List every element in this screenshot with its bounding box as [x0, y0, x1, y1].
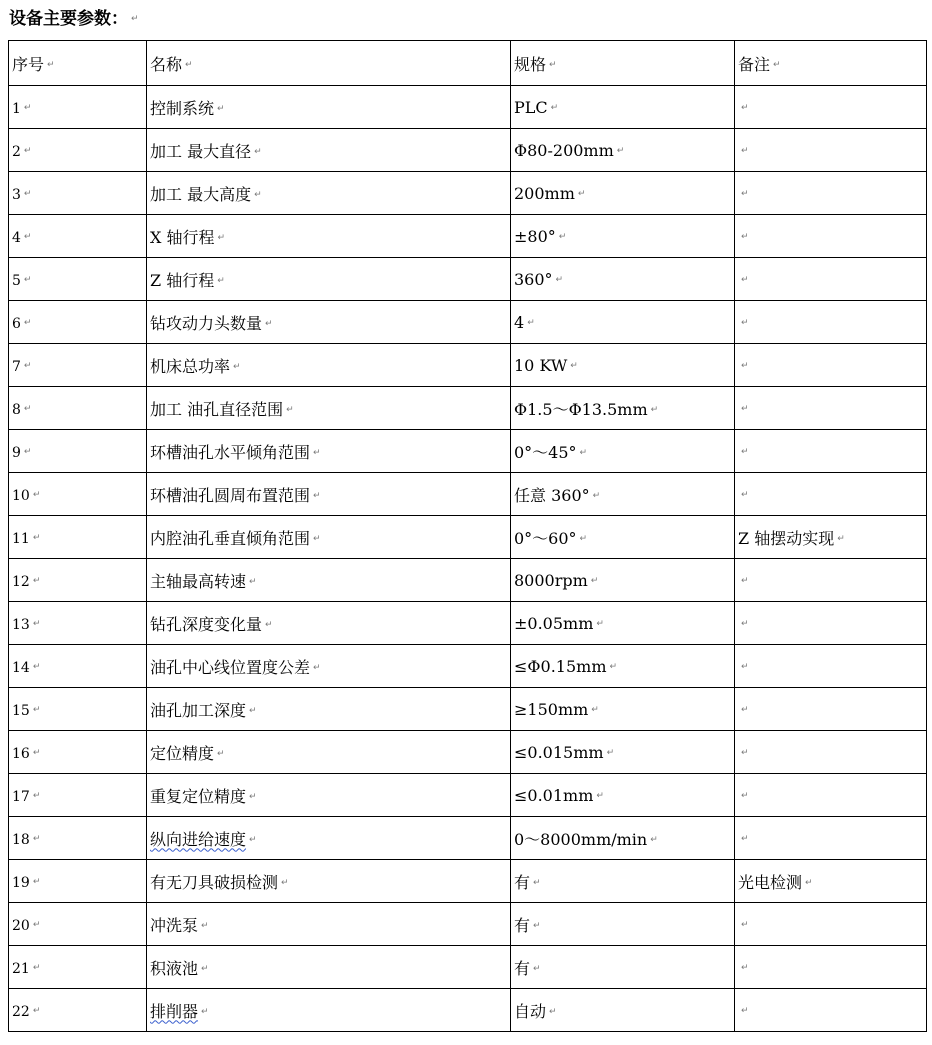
cell-no — [9, 301, 147, 344]
cell-mark-icon: ↵ — [741, 361, 749, 371]
cell-name — [147, 473, 511, 516]
table-body — [9, 86, 927, 1032]
cell-mark-icon: ↵ — [805, 878, 813, 888]
cell-no — [9, 731, 147, 774]
table-row — [9, 301, 927, 344]
cell-mark-icon: ↵ — [265, 620, 273, 630]
cell-name-text: 油孔中心线位置度公差 — [150, 657, 311, 677]
cell-spec — [511, 903, 735, 946]
cell-mark-icon: ↵ — [596, 619, 604, 629]
cell-note — [735, 301, 927, 344]
cell-no-text: 20 — [12, 917, 30, 934]
cell-name — [147, 602, 511, 645]
table-row — [9, 688, 927, 731]
cell-mark-icon: ↵ — [609, 662, 618, 672]
cell-mark-icon: ↵ — [32, 490, 41, 500]
cell-mark-icon: ↵ — [550, 103, 559, 113]
cell-mark-icon: ↵ — [577, 189, 586, 199]
cell-note-text: 光电检测 — [738, 872, 803, 892]
cell-note — [735, 430, 927, 473]
cell-mark-icon: ↵ — [32, 619, 41, 629]
cell-note — [735, 989, 927, 1032]
cell-spec-text: 8000rpm — [514, 570, 588, 590]
cell-no-text: 11 — [12, 530, 30, 547]
cell-spec — [511, 172, 735, 215]
cell-name-text: 内腔油孔垂直倾角范围 — [150, 528, 311, 548]
cell-name-text: 排削器 — [150, 1001, 199, 1021]
cell-name-text: 纵向进给速度 — [150, 829, 247, 849]
cell-spec — [511, 86, 735, 129]
cell-spec-text: 10 KW — [514, 355, 568, 375]
cell-mark-icon: ↵ — [32, 920, 41, 930]
cell-mark-icon: ↵ — [201, 964, 209, 974]
cell-spec — [511, 215, 735, 258]
cell-mark-icon: ↵ — [32, 748, 41, 758]
cell-no — [9, 344, 147, 387]
cell-name-text: 主轴最高转速 — [150, 571, 247, 591]
cell-mark-icon: ↵ — [23, 318, 32, 328]
cell-spec — [511, 129, 735, 172]
cell-mark-icon: ↵ — [741, 146, 749, 156]
cell-note — [735, 946, 927, 989]
cell-mark-icon: ↵ — [265, 319, 273, 329]
cell-name-text: 环槽油孔水平倾角范围 — [150, 442, 311, 462]
cell-mark-icon: ↵ — [286, 405, 294, 415]
cell-name-text: 有无刀具破损检测 — [150, 872, 279, 892]
cell-spec-text: Φ80-200mm — [514, 140, 614, 160]
cell-no-text: 22 — [12, 1003, 30, 1020]
cell-no — [9, 172, 147, 215]
cell-no-text: 21 — [12, 960, 30, 977]
cell-no-text: 18 — [12, 831, 30, 848]
cell-spec-text: 0°～60° — [514, 528, 577, 548]
cell-spec-text: 360° — [514, 269, 553, 289]
cell-name — [147, 731, 511, 774]
cell-mark-icon: ↵ — [249, 835, 257, 845]
cell-spec-text: 4 — [514, 312, 525, 332]
cell-note — [735, 215, 927, 258]
cell-no — [9, 473, 147, 516]
cell-mark-icon: ↵ — [217, 276, 225, 286]
cell-name — [147, 430, 511, 473]
cell-mark-icon: ↵ — [23, 189, 32, 199]
table-row — [9, 989, 927, 1032]
cell-spec — [511, 860, 735, 903]
cell-mark-icon: ↵ — [579, 534, 588, 544]
cell-name-text: 定位精度 — [150, 743, 215, 763]
cell-mark-icon: ↵ — [281, 878, 289, 888]
cell-spec-text: 0°～45° — [514, 442, 577, 462]
cell-name-text: 钻攻动力头数量 — [150, 313, 263, 333]
cell-no-text: 9 — [12, 444, 21, 461]
cell-no — [9, 817, 147, 860]
cell-mark-icon: ↵ — [185, 60, 193, 70]
cell-mark-icon: ↵ — [741, 834, 749, 844]
cell-mark-icon: ↵ — [558, 232, 567, 242]
cell-no — [9, 215, 147, 258]
cell-note — [735, 817, 927, 860]
cell-mark-icon: ↵ — [533, 921, 541, 931]
cell-mark-icon: ↵ — [741, 189, 749, 199]
cell-no — [9, 860, 147, 903]
cell-mark-icon: ↵ — [201, 1007, 209, 1017]
table-row — [9, 774, 927, 817]
cell-note — [735, 860, 927, 903]
cell-no — [9, 946, 147, 989]
cell-name — [147, 86, 511, 129]
cell-mark-icon: ↵ — [32, 877, 41, 887]
table-row — [9, 731, 927, 774]
cell-name-text: 油孔加工深度 — [150, 700, 247, 720]
cell-spec — [511, 559, 735, 602]
cell-name — [147, 215, 511, 258]
cell-no-text: 10 — [12, 487, 30, 504]
cell-mark-icon: ↵ — [249, 706, 257, 716]
cell-spec — [511, 301, 735, 344]
cell-mark-icon: ↵ — [741, 447, 749, 457]
cell-mark-icon: ↵ — [32, 576, 41, 586]
cell-note — [735, 602, 927, 645]
cell-mark-icon: ↵ — [32, 834, 41, 844]
table-row — [9, 172, 927, 215]
cell-no-text: 3 — [12, 186, 21, 203]
cell-name-text: 重复定位精度 — [150, 786, 247, 806]
header-note — [735, 41, 927, 86]
cell-mark-icon: ↵ — [313, 448, 321, 458]
table-header-row — [9, 41, 927, 86]
cell-note — [735, 731, 927, 774]
cell-mark-icon: ↵ — [741, 619, 749, 629]
cell-name — [147, 559, 511, 602]
cell-mark-icon: ↵ — [741, 662, 749, 672]
cell-no — [9, 688, 147, 731]
cell-spec-text: ±80° — [514, 226, 556, 246]
cell-mark-icon: ↵ — [249, 792, 257, 802]
cell-mark-icon: ↵ — [549, 60, 557, 70]
cell-no-text: 1 — [12, 100, 21, 117]
header-spec — [511, 41, 735, 86]
cell-mark-icon: ↵ — [549, 1007, 557, 1017]
cell-note — [735, 473, 927, 516]
cell-mark-icon: ↵ — [741, 748, 749, 758]
header-name — [147, 41, 511, 86]
cell-mark-icon: ↵ — [23, 404, 32, 414]
table-row — [9, 946, 927, 989]
cell-no — [9, 559, 147, 602]
cell-no-text: 16 — [12, 745, 30, 762]
header-no-text: 序号 — [12, 54, 45, 74]
cell-mark-icon: ↵ — [741, 1006, 749, 1016]
cell-mark-icon: ↵ — [23, 103, 32, 113]
header-name-text: 名称 — [150, 54, 183, 74]
cell-mark-icon: ↵ — [591, 705, 599, 715]
cell-no — [9, 903, 147, 946]
table-row — [9, 129, 927, 172]
cell-mark-icon: ↵ — [741, 404, 749, 414]
cell-spec-text: ≥150mm — [514, 699, 589, 719]
cell-mark-icon: ↵ — [606, 748, 615, 758]
table-row — [9, 86, 927, 129]
cell-spec — [511, 387, 735, 430]
cell-name — [147, 258, 511, 301]
cell-name-text: 控制系统 — [150, 98, 215, 118]
cell-mark-icon: ↵ — [533, 878, 541, 888]
cell-spec-text: ≤0.015mm — [514, 742, 604, 762]
cell-spec — [511, 989, 735, 1032]
cell-spec — [511, 258, 735, 301]
cell-mark-icon: ↵ — [741, 318, 749, 328]
cell-name-text: Z 轴行程 — [150, 270, 215, 290]
cell-mark-icon: ↵ — [837, 534, 845, 544]
table-row — [9, 387, 927, 430]
cell-mark-icon: ↵ — [650, 405, 659, 415]
cell-no — [9, 387, 147, 430]
table-row — [9, 516, 927, 559]
cell-spec-text: 自动 — [514, 1001, 547, 1021]
cell-note — [735, 86, 927, 129]
table-row — [9, 430, 927, 473]
cell-mark-icon: ↵ — [23, 275, 32, 285]
cell-spec-text: 有 — [514, 915, 531, 935]
cell-spec — [511, 602, 735, 645]
cell-mark-icon: ↵ — [741, 103, 749, 113]
cell-name — [147, 645, 511, 688]
cell-mark-icon: ↵ — [32, 533, 41, 543]
cell-mark-icon: ↵ — [741, 576, 749, 586]
cell-note — [735, 774, 927, 817]
cell-mark-icon: ↵ — [32, 791, 41, 801]
cell-name-text: 加工 油孔直径范围 — [150, 399, 284, 419]
cell-mark-icon: ↵ — [590, 576, 599, 586]
cell-spec-text: 0～8000mm/min — [514, 829, 648, 849]
cell-mark-icon: ↵ — [741, 963, 749, 973]
cell-no-text: 17 — [12, 788, 30, 805]
cell-note — [735, 688, 927, 731]
cell-spec-text: ±0.05mm — [514, 613, 594, 633]
cell-no-text: 6 — [12, 315, 21, 332]
cell-no-text: 2 — [12, 143, 21, 160]
parameter-table — [8, 40, 927, 1032]
cell-spec — [511, 774, 735, 817]
cell-mark-icon: ↵ — [254, 147, 262, 157]
header-spec-text: 规格 — [514, 54, 547, 74]
header-no — [9, 41, 147, 86]
table-row — [9, 559, 927, 602]
cell-spec-text: 有 — [514, 958, 531, 978]
cell-name — [147, 688, 511, 731]
cell-note — [735, 258, 927, 301]
table-row — [9, 344, 927, 387]
cell-note — [735, 344, 927, 387]
cell-name-text: 加工 最大直径 — [150, 141, 252, 161]
cell-spec — [511, 430, 735, 473]
table-row — [9, 645, 927, 688]
cell-no — [9, 602, 147, 645]
cell-mark-icon: ↵ — [254, 190, 262, 200]
cell-no — [9, 86, 147, 129]
cell-no-text: 13 — [12, 616, 30, 633]
cell-mark-icon: ↵ — [23, 146, 32, 156]
cell-mark-icon: ↵ — [741, 920, 749, 930]
cell-mark-icon: ↵ — [596, 791, 604, 801]
header-note-text: 备注 — [738, 54, 771, 74]
cell-note — [735, 129, 927, 172]
cell-spec — [511, 688, 735, 731]
table-row — [9, 473, 927, 516]
cell-no — [9, 774, 147, 817]
cell-spec — [511, 344, 735, 387]
cell-no-text: 7 — [12, 358, 21, 375]
cell-mark-icon: ↵ — [23, 232, 32, 242]
table-row — [9, 602, 927, 645]
cell-name-text: 钻孔深度变化量 — [150, 614, 263, 634]
cell-note — [735, 903, 927, 946]
cell-mark-icon: ↵ — [32, 1006, 41, 1016]
table-row — [9, 903, 927, 946]
cell-mark-icon: ↵ — [32, 705, 41, 715]
cell-note — [735, 387, 927, 430]
cell-name — [147, 172, 511, 215]
cell-no-text: 8 — [12, 401, 21, 418]
cell-no-text: 15 — [12, 702, 30, 719]
cell-mark-icon: ↵ — [32, 963, 41, 973]
cell-no — [9, 645, 147, 688]
cell-name — [147, 817, 511, 860]
cell-spec — [511, 731, 735, 774]
cell-spec — [511, 645, 735, 688]
cell-spec-text: 200mm — [514, 183, 575, 203]
cell-note — [735, 559, 927, 602]
table-row — [9, 860, 927, 903]
cell-spec — [511, 473, 735, 516]
cell-name-text: 加工 最大高度 — [150, 184, 252, 204]
cell-name — [147, 903, 511, 946]
cell-name-text: 积液池 — [150, 958, 199, 978]
cell-mark-icon: ↵ — [527, 318, 535, 328]
cell-mark-icon: ↵ — [217, 749, 225, 759]
cell-name — [147, 301, 511, 344]
cell-no — [9, 516, 147, 559]
cell-spec-text: 有 — [514, 872, 531, 892]
cell-mark-icon: ↵ — [217, 104, 225, 114]
paragraph-mark-icon: ↵ — [131, 14, 139, 24]
cell-no-text: 19 — [12, 874, 30, 891]
cell-mark-icon: ↵ — [217, 233, 226, 243]
cell-name-text: 机床总功率 — [150, 356, 231, 376]
cell-note — [735, 516, 927, 559]
heading-text: 设备主要参数： — [9, 9, 128, 29]
cell-note — [735, 645, 927, 688]
cell-mark-icon: ↵ — [741, 275, 749, 285]
cell-spec — [511, 516, 735, 559]
cell-mark-icon: ↵ — [233, 362, 241, 372]
cell-spec — [511, 817, 735, 860]
cell-mark-icon: ↵ — [201, 921, 209, 931]
cell-no-text: 4 — [12, 229, 21, 246]
cell-mark-icon: ↵ — [592, 491, 601, 501]
cell-mark-icon: ↵ — [741, 705, 749, 715]
cell-no — [9, 989, 147, 1032]
cell-mark-icon: ↵ — [32, 662, 41, 672]
cell-mark-icon: ↵ — [249, 577, 257, 587]
cell-mark-icon: ↵ — [313, 663, 321, 673]
cell-mark-icon: ↵ — [741, 791, 749, 801]
cell-name — [147, 860, 511, 903]
document-heading — [9, 6, 139, 32]
cell-note-text: Z 轴摆动实现 — [738, 528, 835, 548]
cell-mark-icon: ↵ — [555, 275, 564, 285]
cell-name — [147, 129, 511, 172]
cell-spec-text: ≤Φ0.15mm — [514, 656, 607, 676]
cell-name-text: 冲洗泵 — [150, 915, 199, 935]
cell-name — [147, 516, 511, 559]
cell-no-text: 14 — [12, 659, 30, 676]
cell-name-text: 环槽油孔圆周布置范围 — [150, 485, 311, 505]
cell-no-text: 12 — [12, 573, 30, 590]
cell-spec-text: 任意 360° — [514, 485, 590, 505]
cell-mark-icon: ↵ — [650, 835, 658, 845]
cell-no-text: 5 — [12, 272, 21, 289]
cell-no — [9, 258, 147, 301]
cell-mark-icon: ↵ — [23, 447, 32, 457]
cell-name — [147, 946, 511, 989]
cell-mark-icon: ↵ — [741, 490, 749, 500]
table-row — [9, 817, 927, 860]
cell-mark-icon: ↵ — [313, 534, 321, 544]
cell-mark-icon: ↵ — [773, 60, 781, 70]
cell-spec-text: PLC — [514, 97, 548, 117]
table-row — [9, 258, 927, 301]
cell-mark-icon: ↵ — [313, 491, 321, 501]
cell-no — [9, 430, 147, 473]
cell-mark-icon: ↵ — [741, 232, 749, 242]
cell-name — [147, 989, 511, 1032]
cell-mark-icon: ↵ — [616, 146, 625, 156]
cell-no — [9, 129, 147, 172]
cell-name — [147, 774, 511, 817]
cell-mark-icon: ↵ — [47, 60, 55, 70]
table-row — [9, 215, 927, 258]
cell-mark-icon: ↵ — [570, 361, 578, 371]
cell-spec — [511, 946, 735, 989]
cell-mark-icon: ↵ — [23, 361, 32, 371]
cell-spec-text: ≤0.01mm — [514, 785, 594, 805]
cell-name-text: X 轴行程 — [150, 227, 215, 247]
cell-mark-icon: ↵ — [579, 448, 588, 458]
cell-name — [147, 344, 511, 387]
cell-spec-text: Φ1.5～Φ13.5mm — [514, 399, 648, 419]
cell-note — [735, 172, 927, 215]
cell-name — [147, 387, 511, 430]
cell-mark-icon: ↵ — [533, 964, 541, 974]
